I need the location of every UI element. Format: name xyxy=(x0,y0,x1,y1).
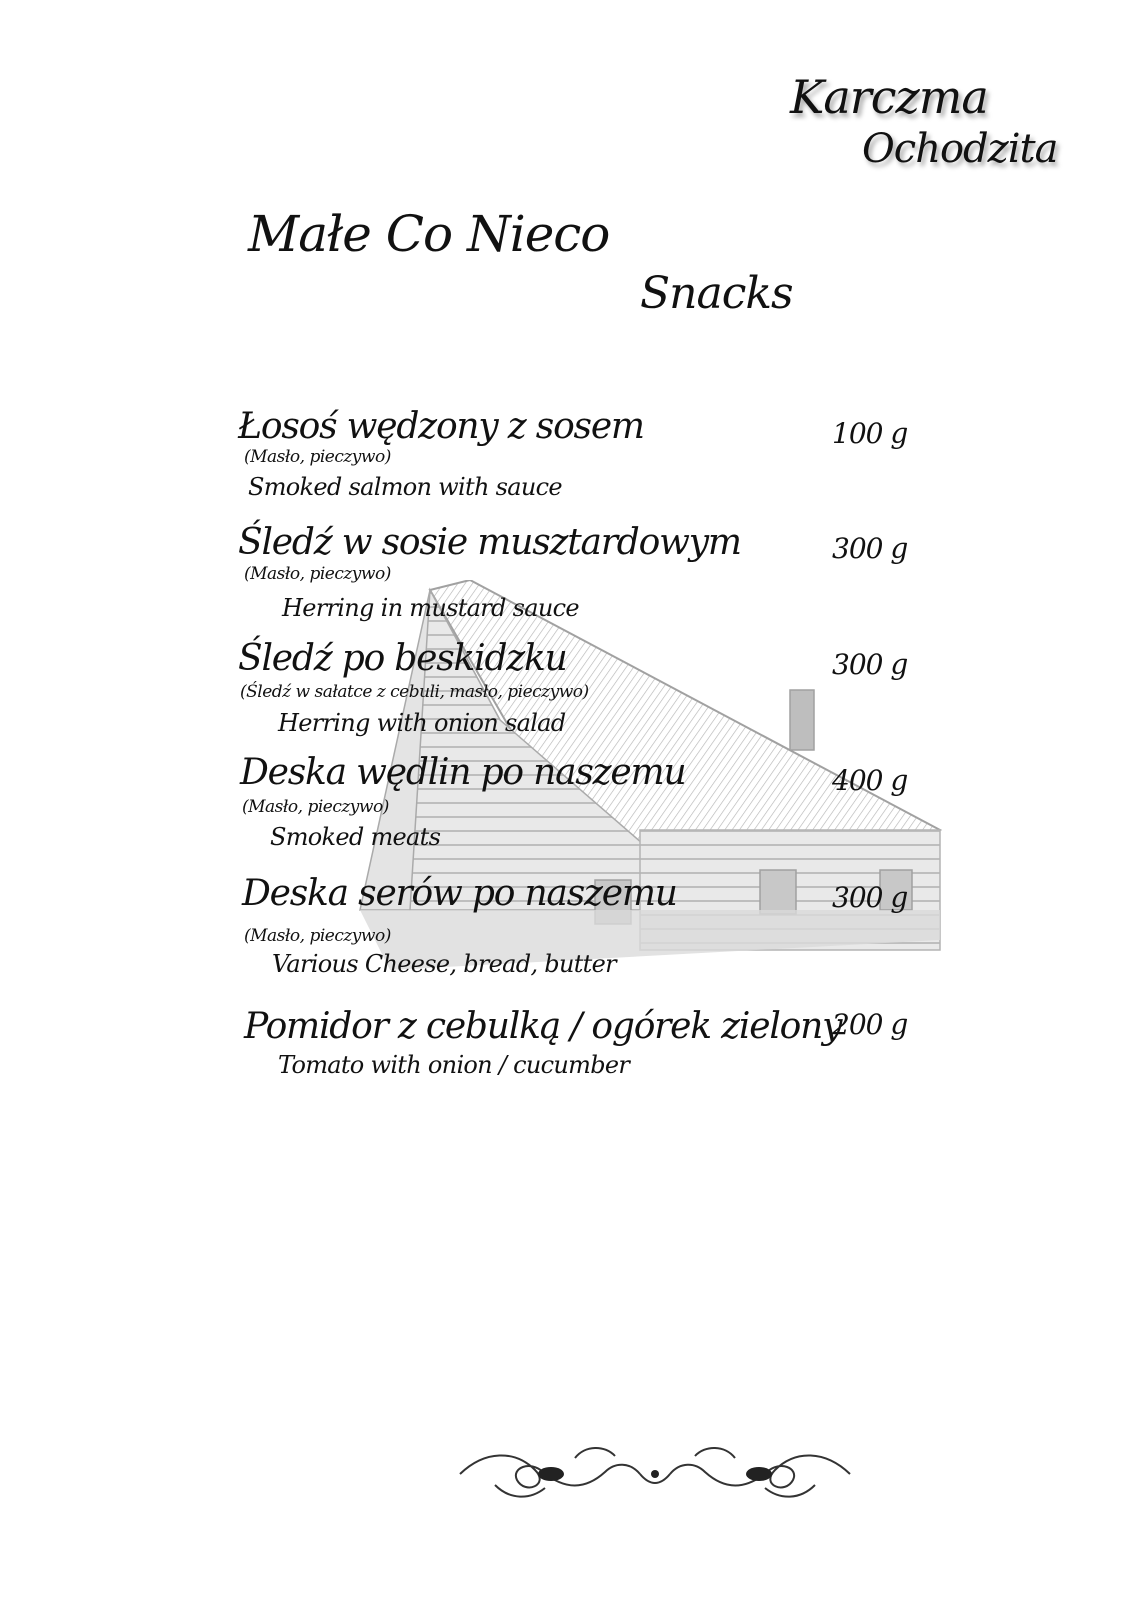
floral-ornament-icon xyxy=(455,1440,855,1506)
dish-note: (Śledź w sałatce z cebuli, masło, pieczywo) xyxy=(240,682,589,702)
dish-name: Pomidor z cebulką / ogórek zielony xyxy=(244,1006,842,1047)
logo-line-ochodzita: Ochodzita xyxy=(862,126,1058,172)
dish-weight: 100 g xyxy=(832,417,908,450)
dish-weight: 200 g xyxy=(832,1008,908,1041)
dish-weight: 400 g xyxy=(832,764,908,797)
dish-english-name: Smoked meats xyxy=(270,823,441,851)
dish-weight: 300 g xyxy=(832,881,908,914)
logo-line-karczma: Karczma xyxy=(790,70,988,124)
dish-name: Śledź w sosie musztardowym xyxy=(238,522,741,563)
dish-note: (Masło, pieczywo) xyxy=(242,797,389,817)
dish-name: Deska serów po naszemu xyxy=(242,873,677,914)
dish-weight: 300 g xyxy=(832,648,908,681)
dish-note: (Masło, pieczywo) xyxy=(244,564,391,584)
dish-english-name: Various Cheese, bread, butter xyxy=(272,950,616,978)
dish-note: (Masło, pieczywo) xyxy=(244,447,391,467)
dish-english-name: Smoked salmon with sauce xyxy=(248,473,562,501)
dish-note: (Masło, pieczywo) xyxy=(244,926,391,946)
dish-weight: 300 g xyxy=(832,532,908,565)
section-title-polish: Małe Co Nieco xyxy=(248,205,610,263)
dish-english-name: Herring with onion salad xyxy=(278,709,566,737)
dish-name: Deska wędlin po naszemu xyxy=(240,752,686,793)
dish-name: Śledź po beskidzku xyxy=(238,638,567,679)
section-title-english: Snacks xyxy=(640,268,793,319)
dish-name: Łosoś wędzony z sosem xyxy=(238,406,644,447)
dish-english-name: Herring in mustard sauce xyxy=(282,594,579,622)
dish-english-name: Tomato with onion / cucumber xyxy=(278,1051,630,1079)
